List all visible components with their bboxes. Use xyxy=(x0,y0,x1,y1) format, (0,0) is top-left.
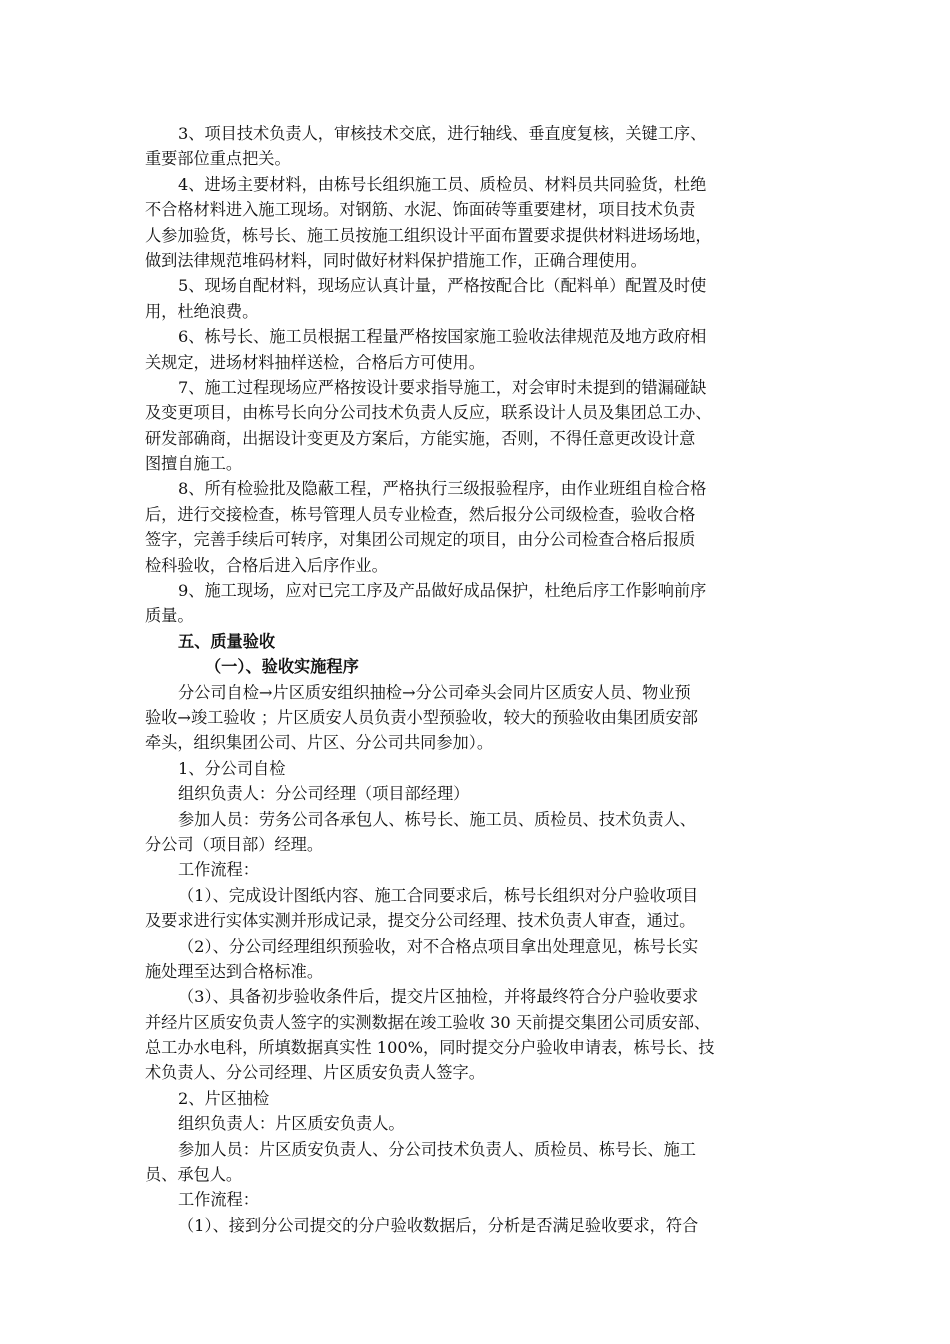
text-line: 总工办水电科，所填数据真实性 100%，同时提交分户验收申请表，栋号长、技 xyxy=(145,1038,715,1058)
text-line: （2）、分公司经理组织预验收，对不合格点项目拿出处理意见，栋号长实 xyxy=(178,936,699,956)
text-line: 五、质量验收 xyxy=(178,631,276,651)
paragraph xyxy=(145,883,807,934)
text-line: 8、所有检验批及隐蔽工程，严格执行三级报验程序，由作业班组自检合格 xyxy=(178,479,707,499)
text-line: 员、承包人。 xyxy=(145,1165,243,1185)
text-line: 施处理至达到合格标准。 xyxy=(145,961,324,981)
paragraph xyxy=(145,680,807,756)
text-line: 及要求进行实体实测并形成记录，提交分公司经理、技术负责人审查，通过。 xyxy=(145,911,696,931)
text-line: 参加人员：劳务公司各承包人、栋号长、施工员、质检员、技术负责人、 xyxy=(178,809,696,829)
section-heading xyxy=(145,629,807,654)
text-line: 组织负责人：分公司经理（项目部经理） xyxy=(178,784,470,804)
text-line: 人参加验货，栋号长、施工员按施工组织设计平面布置要求提供材料进场场地， xyxy=(145,225,712,245)
text-line: 9、施工现场，应对已完工序及产品做好成品保护，杜绝后序工作影响前序 xyxy=(178,581,707,601)
paragraph xyxy=(145,934,807,985)
text-line: 组织负责人：片区质安负责人。 xyxy=(178,1114,405,1134)
paragraph xyxy=(145,807,807,858)
section-heading xyxy=(145,654,807,679)
paragraph xyxy=(145,1213,807,1238)
text-line: 用，杜绝浪费。 xyxy=(145,301,259,321)
text-line: 及变更项目，由栋号长向分公司技术负责人反应，联系设计人员及集团总工办、 xyxy=(145,403,712,423)
paragraph xyxy=(145,1086,807,1111)
text-line: 分公司自检→片区质安组织抽检→分公司牵头会同片区质安人员、物业预 xyxy=(178,682,691,702)
text-line: 做到法律规范堆码材料，同时做好材料保护措施工作，正确合理使用。 xyxy=(145,250,647,270)
paragraph xyxy=(145,1187,807,1212)
text-line: 2、片区抽检 xyxy=(178,1088,270,1108)
text-line: 分公司（项目部）经理。 xyxy=(145,834,324,854)
paragraph xyxy=(145,324,807,375)
text-line: （3）、具备初步验收条件后，提交片区抽检，并将最终符合分户验收要求 xyxy=(178,987,699,1007)
paragraph xyxy=(145,121,807,172)
text-line: 7、施工过程现场应严格按设计要求指导施工，对会审时未提到的错漏碰缺 xyxy=(178,377,707,397)
text-line: 验收→竣工验收 ；片区质安人员负责小型预验收，较大的预验收由集团质安部 xyxy=(145,707,698,727)
document-page xyxy=(145,121,807,1238)
text-line: 3、项目技术负责人，审核技术交底，进行轴线、垂直度复核，关键工序、 xyxy=(178,124,707,143)
text-line: （1）、接到分公司提交的分户验收数据后，分析是否满足验收要求，符合 xyxy=(178,1215,699,1235)
text-line: 后，进行交接检查，栋号管理人员专业检查，然后报分公司级检查，验收合格 xyxy=(145,504,696,524)
text-line: 检科验收，合格后进入后序作业。 xyxy=(145,555,388,575)
text-line: 质量。 xyxy=(145,606,194,626)
text-line: （一）、验收实施程序 xyxy=(205,657,359,677)
text-line: 工作流程： xyxy=(178,1190,259,1210)
text-line: 术负责人、分公司经理、片区质安负责人签字。 xyxy=(145,1063,485,1083)
paragraph xyxy=(145,476,807,578)
paragraph xyxy=(145,1137,807,1188)
text-line: 不合格材料进入施工现场。对钢筋、水泥、饰面砖等重要建材，项目技术负责 xyxy=(145,200,696,220)
paragraph xyxy=(145,857,807,882)
text-line: 5、现场自配材料，现场应认真计量，严格按配合比（配料单）配置及时使 xyxy=(178,276,707,296)
paragraph xyxy=(145,273,807,324)
text-line: 图擅自施工。 xyxy=(145,454,243,474)
text-line: 参加人员：片区质安负责人、分公司技术负责人、质检员、栋号长、施工 xyxy=(178,1139,696,1159)
text-line: 工作流程： xyxy=(178,860,259,880)
paragraph xyxy=(145,375,807,477)
paragraph xyxy=(145,172,807,274)
text-line: 1、分公司自检 xyxy=(178,758,286,778)
text-line: 签字，完善手续后可转序，对集团公司规定的项目，由分公司检查合格后报质 xyxy=(145,530,696,550)
text-line: （1）、完成设计图纸内容、施工合同要求后，栋号长组织对分户验收项目 xyxy=(178,885,699,905)
paragraph xyxy=(145,756,807,781)
text-line: 牵头，组织集团公司、片区、分公司共同参加）。 xyxy=(145,733,494,753)
text-line: 研发部确商，出据设计变更及方案后，方能实施，否则，不得任意更改设计意 xyxy=(145,428,696,448)
text-line: 重要部位重点把关。 xyxy=(145,149,291,169)
paragraph xyxy=(145,578,807,629)
paragraph xyxy=(145,781,807,806)
paragraph xyxy=(145,984,807,1086)
text-line: 关规定，进场材料抽样送检，合格后方可使用。 xyxy=(145,352,485,372)
paragraph xyxy=(145,1111,807,1136)
text-line: 并经片区质安负责人签字的实测数据在竣工验收 30 天前提交集团公司质安部、 xyxy=(145,1012,711,1032)
text-line: 6、栋号长、施工员根据工程量严格按国家施工验收法律规范及地方政府相 xyxy=(178,327,707,347)
text-line: 4、进场主要材料，由栋号长组织施工员、质检员、材料员共同验货，杜绝 xyxy=(178,174,707,194)
